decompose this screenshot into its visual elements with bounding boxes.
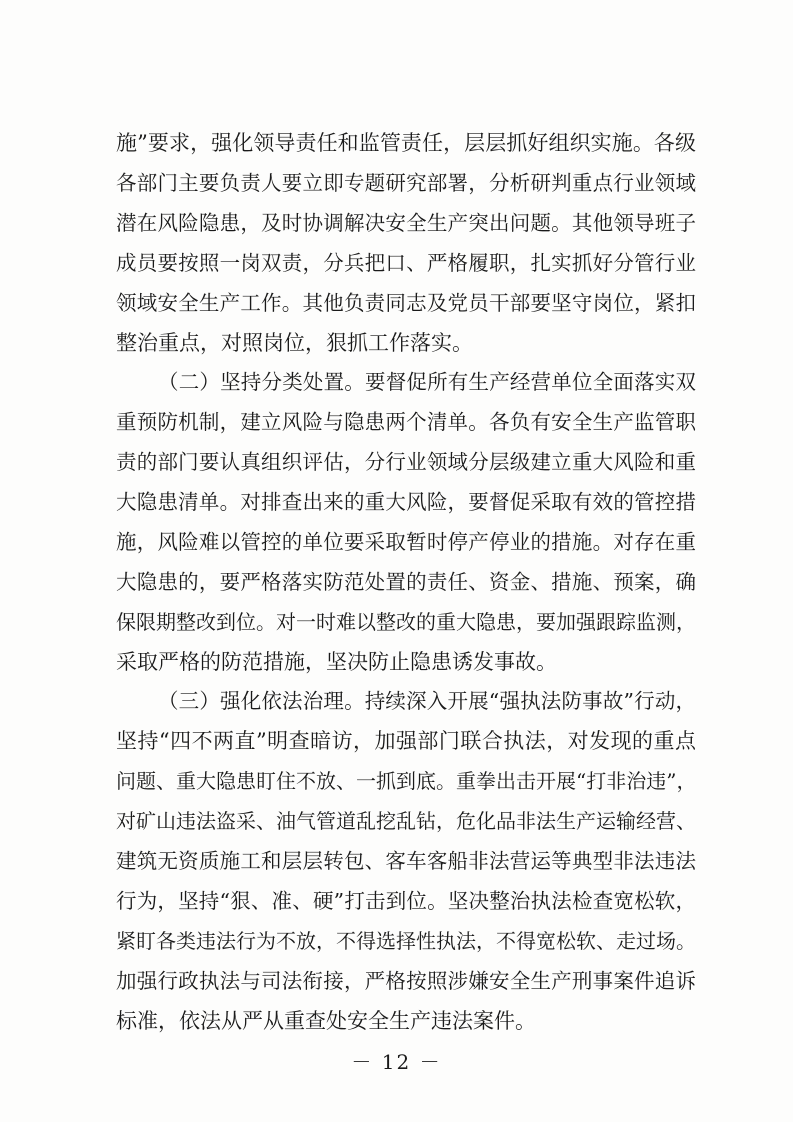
text-line: 标准，依法从严从重查处安全生产违法案件。 <box>116 1009 536 1033</box>
text-line: 领域安全生产工作。其他负责同志及党员干部要坚守岗位，紧扣 <box>116 291 696 315</box>
text-line: 整治重点，对照岗位，狠抓工作落实。 <box>116 331 473 355</box>
text-line: 施”要求，强化领导责任和监管责任，层层抓好组织实施。各级 <box>116 131 696 155</box>
text-line: 各部门主要负责人要立即专题研究部署，分析研判重点行业领域 <box>116 171 696 195</box>
text-line: 紧盯各类违法行为不放，不得选择性执法，不得宽松软、走过场。 <box>116 929 696 953</box>
text-line: 建筑无资质施工和层层转包、客车客船非法营运等典型非法违法 <box>116 849 696 873</box>
text-line: 行为，坚持“狠、准、硬”打击到位。坚决整治执法检查宽松软， <box>116 889 696 913</box>
text-line: 坚持“四不两直”明查暗访，加强部门联合执法，对发现的重点 <box>116 729 696 753</box>
text-line: 施，风险难以管控的单位要采取暂时停产停业的措施。对存在重 <box>116 530 696 554</box>
text-line: 责的部门要认真组织评估，分行业领域分层级建立重大风险和重 <box>116 450 696 474</box>
section-heading-line: （二）坚持分类处置。要督促所有生产经营单位全面落实双 <box>158 370 696 394</box>
text-line: 潜在风险隐患，及时协调解决安全生产突出问题。其他领导班子 <box>116 211 696 235</box>
section-heading-line: （三）强化依法治理。持续深入开展“强执法防事故”行动， <box>158 689 696 713</box>
page-number: － 12 － <box>351 1050 442 1074</box>
text-line: 对矿山违法盗采、油气管道乱挖乱钻，危化品非法生产运输经营、 <box>116 809 696 833</box>
text-line: 大隐患的，要严格落实防范处置的责任、资金、措施、预案，确 <box>116 570 696 594</box>
text-line: 大隐患清单。对排查出来的重大风险，要督促采取有效的管控措 <box>116 490 696 514</box>
text-line: 问题、重大隐患盯住不放、一抓到底。重拳出击开展“打非治违”， <box>116 769 697 793</box>
text-line: 保限期整改到位。对一时难以整改的重大隐患，要加强跟踪监测， <box>116 610 696 634</box>
text-line: 加强行政执法与司法衔接，严格按照涉嫌安全生产刑事案件追诉 <box>116 969 696 993</box>
text-line: 采取严格的防范措施，坚决防止隐患诱发事故。 <box>116 650 557 674</box>
text-line: 重预防机制，建立风险与隐患两个清单。各负有安全生产监管职 <box>116 410 696 434</box>
text-line: 成员要按照一岗双责，分兵把口、严格履职，扎实抓好分管行业 <box>116 251 696 275</box>
